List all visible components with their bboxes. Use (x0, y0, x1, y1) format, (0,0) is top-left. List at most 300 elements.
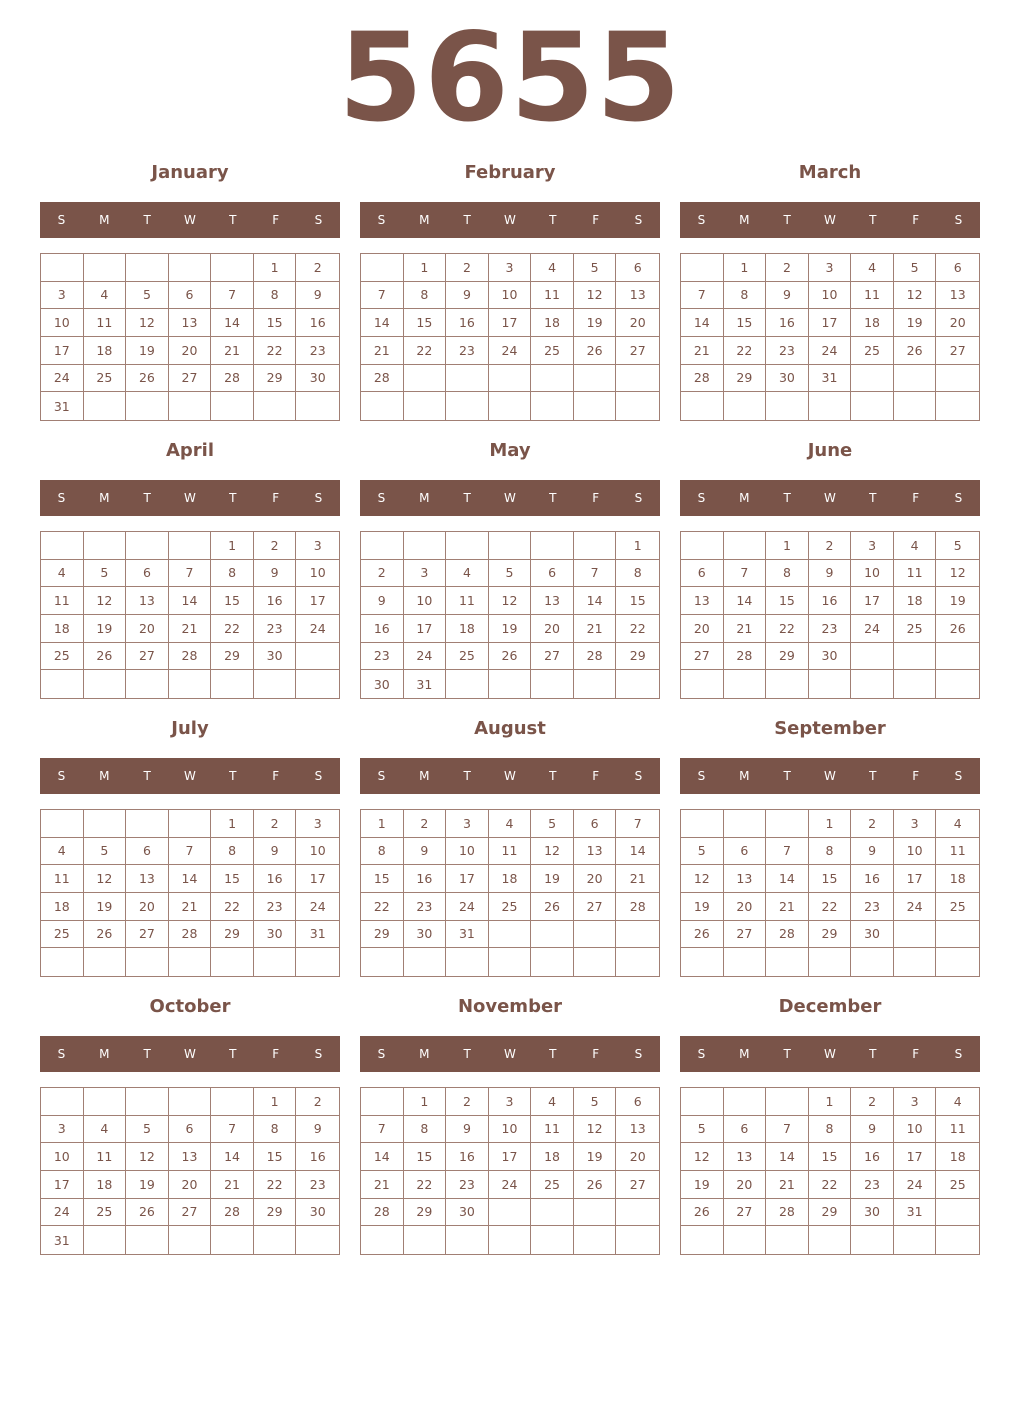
empty-cell (126, 810, 169, 838)
weekday-header (40, 202, 340, 238)
day-grid (360, 253, 660, 421)
day-cell: 12 (531, 838, 574, 866)
day-cell: 8 (724, 282, 767, 310)
weekday-label: S (57, 769, 66, 783)
day-cell: 16 (296, 1143, 339, 1171)
empty-cell (724, 670, 767, 698)
empty-cell (894, 365, 937, 393)
day-cell: 29 (211, 921, 254, 949)
empty-cell (851, 948, 894, 976)
day-cell: 26 (894, 337, 937, 365)
day-cell: 18 (531, 1143, 574, 1171)
day-cell: 29 (254, 1199, 297, 1227)
day-cell: 22 (211, 615, 254, 643)
day-cell: 10 (489, 282, 532, 310)
day-cell: 12 (574, 282, 617, 310)
day-cell: 5 (489, 560, 532, 588)
empty-cell (361, 392, 404, 420)
day-cell: 25 (851, 337, 894, 365)
day-cell: 11 (84, 309, 127, 337)
empty-cell (211, 1226, 254, 1254)
day-cell: 20 (126, 615, 169, 643)
day-grid (680, 253, 980, 421)
weekday-label: T (229, 213, 237, 227)
empty-cell (574, 392, 617, 420)
empty-cell (616, 392, 659, 420)
empty-cell (766, 948, 809, 976)
weekday-label: S (377, 491, 386, 505)
day-cell: 7 (574, 560, 617, 588)
day-cell: 3 (404, 560, 447, 588)
empty-cell (574, 921, 617, 949)
day-cell: 31 (41, 392, 84, 420)
day-cell: 30 (851, 1199, 894, 1227)
day-cell: 13 (126, 865, 169, 893)
day-cell: 8 (361, 838, 404, 866)
day-cell: 31 (446, 921, 489, 949)
day-cell: 18 (41, 893, 84, 921)
day-cell: 4 (84, 282, 127, 310)
weekday-label: S (377, 1047, 386, 1061)
day-cell: 4 (489, 810, 532, 838)
weekday-label: T (549, 213, 557, 227)
day-cell: 24 (894, 893, 937, 921)
weekday-label: W (824, 213, 836, 227)
day-cell: 10 (41, 1143, 84, 1171)
empty-cell (361, 948, 404, 976)
empty-cell (809, 670, 852, 698)
day-cell: 15 (254, 309, 297, 337)
day-cell: 11 (41, 587, 84, 615)
day-cell: 22 (254, 1171, 297, 1199)
day-cell: 25 (894, 615, 937, 643)
empty-cell (84, 670, 127, 698)
day-cell: 18 (936, 865, 979, 893)
day-cell: 9 (254, 838, 297, 866)
day-cell: 23 (851, 893, 894, 921)
day-cell: 4 (41, 560, 84, 588)
day-cell: 28 (766, 921, 809, 949)
day-cell: 17 (894, 1143, 937, 1171)
day-cell: 16 (254, 865, 297, 893)
day-cell: 18 (489, 865, 532, 893)
day-cell: 24 (809, 337, 852, 365)
day-cell: 26 (126, 365, 169, 393)
day-cell: 3 (41, 1116, 84, 1144)
weekday-label: T (869, 491, 877, 505)
weekday-label: F (912, 491, 920, 505)
weekday-label: T (549, 769, 557, 783)
empty-cell (616, 365, 659, 393)
empty-cell (296, 670, 339, 698)
day-cell: 28 (169, 643, 212, 671)
day-cell: 27 (169, 365, 212, 393)
day-cell: 26 (126, 1199, 169, 1227)
empty-cell (531, 670, 574, 698)
day-cell: 20 (126, 893, 169, 921)
day-cell: 1 (809, 810, 852, 838)
day-cell: 4 (851, 254, 894, 282)
day-cell: 3 (489, 254, 532, 282)
day-cell: 22 (809, 893, 852, 921)
day-grid (360, 531, 660, 699)
day-cell: 7 (361, 1116, 404, 1144)
empty-cell (724, 392, 767, 420)
day-cell: 30 (851, 921, 894, 949)
empty-cell (296, 392, 339, 420)
day-cell: 18 (894, 587, 937, 615)
empty-cell (446, 392, 489, 420)
weekday-label: T (463, 491, 471, 505)
day-cell: 2 (851, 1088, 894, 1116)
day-cell: 12 (894, 282, 937, 310)
weekday-label: T (783, 769, 791, 783)
day-cell: 27 (724, 921, 767, 949)
day-cell: 2 (296, 1088, 339, 1116)
day-cell: 1 (254, 254, 297, 282)
day-cell: 29 (211, 643, 254, 671)
weekday-label: T (229, 491, 237, 505)
day-cell: 2 (361, 560, 404, 588)
empty-cell (724, 1088, 767, 1116)
day-cell: 27 (616, 337, 659, 365)
day-cell: 10 (809, 282, 852, 310)
weekday-label: M (739, 1047, 750, 1061)
day-cell: 22 (254, 337, 297, 365)
weekday-header (680, 1036, 980, 1072)
weekday-label: W (824, 769, 836, 783)
day-cell: 19 (489, 615, 532, 643)
empty-cell (296, 643, 339, 671)
day-cell: 12 (936, 560, 979, 588)
day-cell: 25 (489, 893, 532, 921)
empty-cell (126, 254, 169, 282)
day-cell: 18 (936, 1143, 979, 1171)
weekday-label: M (739, 491, 750, 505)
empty-cell (446, 365, 489, 393)
day-cell: 17 (446, 865, 489, 893)
weekday-label: T (463, 769, 471, 783)
day-cell: 5 (574, 1088, 617, 1116)
empty-cell (169, 1088, 212, 1116)
weekday-label: T (229, 1047, 237, 1061)
day-cell: 26 (531, 893, 574, 921)
empty-cell (766, 810, 809, 838)
empty-cell (84, 1226, 127, 1254)
empty-cell (254, 948, 297, 976)
weekday-label: F (272, 769, 280, 783)
day-cell: 23 (254, 615, 297, 643)
day-cell: 1 (404, 254, 447, 282)
day-cell: 4 (894, 532, 937, 560)
day-cell: 30 (404, 921, 447, 949)
day-cell: 11 (84, 1143, 127, 1171)
empty-cell (574, 1226, 617, 1254)
empty-cell (531, 921, 574, 949)
day-cell: 10 (851, 560, 894, 588)
day-cell: 25 (531, 337, 574, 365)
empty-cell (616, 1199, 659, 1227)
day-cell: 6 (724, 1116, 767, 1144)
empty-cell (894, 643, 937, 671)
weekday-label: M (739, 213, 750, 227)
day-cell: 2 (404, 810, 447, 838)
day-cell: 16 (404, 865, 447, 893)
day-cell: 16 (809, 587, 852, 615)
day-cell: 3 (41, 282, 84, 310)
weekday-header (680, 480, 980, 516)
day-cell: 23 (766, 337, 809, 365)
day-cell: 9 (851, 1116, 894, 1144)
weekday-label: T (869, 1047, 877, 1061)
empty-cell (169, 670, 212, 698)
day-cell: 29 (616, 643, 659, 671)
day-cell: 10 (894, 1116, 937, 1144)
day-cell: 21 (169, 893, 212, 921)
weekday-label: T (143, 769, 151, 783)
day-cell: 13 (681, 587, 724, 615)
day-grid (680, 1087, 980, 1255)
day-cell: 24 (296, 893, 339, 921)
day-cell: 19 (681, 1171, 724, 1199)
day-cell: 5 (894, 254, 937, 282)
day-cell: 28 (616, 893, 659, 921)
day-cell: 14 (169, 865, 212, 893)
weekday-label: F (912, 769, 920, 783)
empty-cell (936, 670, 979, 698)
empty-cell (809, 948, 852, 976)
weekday-label: S (954, 769, 963, 783)
day-cell: 5 (936, 532, 979, 560)
day-cell: 5 (84, 560, 127, 588)
day-cell: 17 (41, 1171, 84, 1199)
day-cell: 26 (574, 1171, 617, 1199)
empty-cell (489, 1199, 532, 1227)
weekday-header (40, 1036, 340, 1072)
empty-cell (84, 392, 127, 420)
day-cell: 27 (616, 1171, 659, 1199)
weekday-label: T (549, 1047, 557, 1061)
month-name: March (798, 162, 862, 183)
day-cell: 10 (41, 309, 84, 337)
weekday-label: S (634, 1047, 643, 1061)
weekday-label: T (783, 1047, 791, 1061)
day-cell: 10 (296, 560, 339, 588)
weekday-label: S (954, 213, 963, 227)
day-cell: 11 (531, 282, 574, 310)
day-cell: 28 (724, 643, 767, 671)
day-cell: 2 (296, 254, 339, 282)
day-cell: 15 (404, 309, 447, 337)
day-cell: 23 (361, 643, 404, 671)
day-cell: 1 (404, 1088, 447, 1116)
weekday-label: F (592, 491, 600, 505)
day-cell: 12 (126, 309, 169, 337)
day-cell: 18 (84, 337, 127, 365)
empty-cell (936, 921, 979, 949)
day-cell: 19 (574, 1143, 617, 1171)
day-cell: 3 (894, 1088, 937, 1116)
day-cell: 23 (851, 1171, 894, 1199)
empty-cell (616, 1226, 659, 1254)
day-cell: 20 (936, 309, 979, 337)
day-cell: 20 (169, 337, 212, 365)
day-cell: 20 (616, 309, 659, 337)
weekday-label: W (184, 491, 196, 505)
day-cell: 27 (169, 1199, 212, 1227)
weekday-header (360, 480, 660, 516)
day-cell: 17 (851, 587, 894, 615)
day-cell: 17 (894, 865, 937, 893)
day-cell: 9 (296, 282, 339, 310)
day-cell: 28 (766, 1199, 809, 1227)
day-cell: 6 (169, 1116, 212, 1144)
day-cell: 14 (724, 587, 767, 615)
empty-cell (766, 1088, 809, 1116)
weekday-label: W (824, 1047, 836, 1061)
weekday-label: T (229, 769, 237, 783)
day-cell: 19 (84, 893, 127, 921)
day-cell: 30 (254, 921, 297, 949)
weekday-label: F (592, 213, 600, 227)
day-cell: 9 (851, 838, 894, 866)
empty-cell (41, 1088, 84, 1116)
day-cell: 19 (894, 309, 937, 337)
month-name: December (778, 996, 882, 1017)
empty-cell (169, 392, 212, 420)
day-cell: 23 (296, 337, 339, 365)
empty-cell (574, 1199, 617, 1227)
empty-cell (894, 948, 937, 976)
day-cell: 20 (681, 615, 724, 643)
day-cell: 24 (894, 1171, 937, 1199)
day-cell: 22 (404, 1171, 447, 1199)
weekday-header (360, 202, 660, 238)
empty-cell (211, 1088, 254, 1116)
month-name: February (464, 162, 556, 183)
day-cell: 24 (446, 893, 489, 921)
weekday-label: S (57, 1047, 66, 1061)
empty-cell (936, 365, 979, 393)
empty-cell (211, 392, 254, 420)
weekday-label: T (463, 1047, 471, 1061)
empty-cell (489, 392, 532, 420)
empty-cell (681, 948, 724, 976)
day-cell: 25 (531, 1171, 574, 1199)
empty-cell (936, 1226, 979, 1254)
day-cell: 22 (361, 893, 404, 921)
empty-cell (681, 1226, 724, 1254)
day-cell: 24 (404, 643, 447, 671)
day-cell: 1 (766, 532, 809, 560)
empty-cell (84, 254, 127, 282)
day-cell: 29 (361, 921, 404, 949)
day-cell: 22 (724, 337, 767, 365)
day-cell: 21 (724, 615, 767, 643)
day-cell: 17 (296, 865, 339, 893)
day-cell: 20 (724, 1171, 767, 1199)
empty-cell (169, 1226, 212, 1254)
day-cell: 18 (446, 615, 489, 643)
weekday-label: M (99, 1047, 110, 1061)
day-cell: 17 (296, 587, 339, 615)
day-cell: 28 (681, 365, 724, 393)
empty-cell (809, 1226, 852, 1254)
day-cell: 26 (681, 921, 724, 949)
empty-cell (894, 670, 937, 698)
day-cell: 23 (809, 615, 852, 643)
empty-cell (361, 1226, 404, 1254)
weekday-label: M (419, 769, 430, 783)
day-cell: 24 (489, 1171, 532, 1199)
empty-cell (724, 810, 767, 838)
weekday-label: T (869, 213, 877, 227)
empty-cell (531, 365, 574, 393)
day-cell: 27 (724, 1199, 767, 1227)
weekday-label: S (634, 491, 643, 505)
day-cell: 22 (809, 1171, 852, 1199)
day-cell: 20 (616, 1143, 659, 1171)
day-cell: 18 (41, 615, 84, 643)
empty-cell (84, 1088, 127, 1116)
empty-cell (296, 1226, 339, 1254)
day-cell: 27 (681, 643, 724, 671)
weekday-label: S (314, 769, 323, 783)
day-cell: 11 (936, 1116, 979, 1144)
day-cell: 3 (809, 254, 852, 282)
day-cell: 2 (254, 532, 297, 560)
day-cell: 1 (254, 1088, 297, 1116)
empty-cell (169, 810, 212, 838)
day-cell: 8 (211, 560, 254, 588)
empty-cell (254, 670, 297, 698)
day-cell: 7 (169, 838, 212, 866)
day-cell: 7 (681, 282, 724, 310)
day-cell: 9 (296, 1116, 339, 1144)
day-cell: 14 (766, 865, 809, 893)
weekday-header (680, 758, 980, 794)
day-cell: 8 (616, 560, 659, 588)
day-cell: 13 (936, 282, 979, 310)
day-cell: 8 (404, 282, 447, 310)
weekday-label: M (419, 1047, 430, 1061)
day-cell: 23 (446, 1171, 489, 1199)
day-cell: 19 (126, 337, 169, 365)
day-cell: 21 (211, 1171, 254, 1199)
weekday-label: M (419, 213, 430, 227)
day-cell: 18 (531, 309, 574, 337)
weekday-label: F (592, 769, 600, 783)
weekday-label: S (634, 213, 643, 227)
day-cell: 16 (851, 865, 894, 893)
weekday-label: W (184, 213, 196, 227)
empty-cell (211, 670, 254, 698)
day-cell: 13 (616, 1116, 659, 1144)
day-cell: 25 (446, 643, 489, 671)
day-cell: 15 (211, 587, 254, 615)
empty-cell (211, 948, 254, 976)
day-cell: 28 (169, 921, 212, 949)
day-cell: 23 (404, 893, 447, 921)
day-cell: 24 (41, 1199, 84, 1227)
day-cell: 21 (574, 615, 617, 643)
day-cell: 3 (446, 810, 489, 838)
day-cell: 5 (126, 282, 169, 310)
weekday-header (360, 758, 660, 794)
empty-cell (254, 392, 297, 420)
empty-cell (766, 392, 809, 420)
day-cell: 16 (296, 309, 339, 337)
